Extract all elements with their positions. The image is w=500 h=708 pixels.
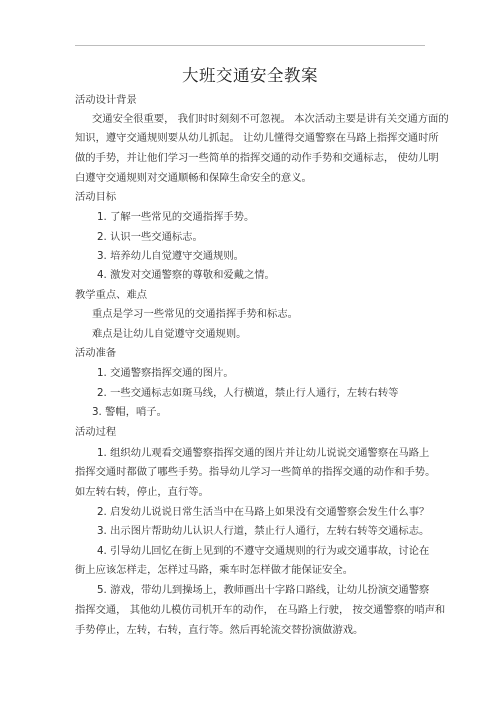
list-item: 3. 警帽，哨子。: [92, 406, 167, 418]
section-heading-design: 活动设计背景: [75, 94, 137, 106]
paragraph-line: 重点是学习一些常见的交通指挥手势和标志。: [92, 308, 298, 320]
paragraph-line: 指挥交通时都做了哪些手势。指导幼儿学习一些简单的指挥交通的动作和手势。: [75, 466, 436, 478]
list-item: 1. 交通警察指挥交通的图片。: [97, 367, 234, 379]
paragraph-line: 2. 启发幼儿说说日常生活当中在马路上如果没有交通警察会发生什么事？: [97, 506, 430, 518]
section-heading-goals: 活动目标: [75, 191, 117, 203]
paragraph-line: 1. 组织幼儿观看交通警察指挥交通的图片并让幼儿说说交通警察在马路上: [97, 447, 430, 459]
paragraph-line: 指挥交通， 其他幼儿模仿司机开车的动作， 在马路上行驶， 按交通警察的哨声和: [75, 604, 446, 616]
document-title: 大班交通安全教案: [182, 66, 318, 85]
section-heading-key-points: 教学重点、难点: [75, 289, 148, 301]
list-item: 1. 了解一些常见的交通指挥手势。: [97, 211, 255, 223]
paragraph-line: 做的手势，并让他们学习一些简单的指挥交通的动作手势和交通标志， 使幼儿明: [75, 152, 439, 164]
section-heading-process: 活动过程: [75, 426, 117, 438]
list-item: 4. 激发对交通警察的尊敬和爱戴之情。: [97, 269, 275, 281]
paragraph-line: 3. 出示图片帮助幼儿认识人行道，禁止行人通行，左转右转等交通标志。: [97, 525, 430, 537]
paragraph-line: 知识，遵守交通规则要从幼儿抓起。 让幼儿懂得交通警察在马路上指挥交通时所: [75, 132, 439, 144]
list-item: 3. 培养幼儿自觉遵守交通规则。: [97, 250, 244, 262]
paragraph-line: 白遵守交通规则对交通顺畅和保障生命安全的意义。: [75, 172, 312, 184]
section-heading-preparation: 活动准备: [75, 347, 117, 359]
paragraph-line: 街上应该怎样走，怎样过马路，乘车时怎样做才能保证安全。: [75, 564, 354, 576]
list-item: 2. 认识一些交通标志。: [97, 231, 203, 243]
paragraph-line: 难点是让幼儿自觉遵守交通规则。: [92, 328, 247, 340]
paragraph-line: 4. 引导幼儿回忆在街上见到的不遵守交通规则的行为或交通事故，讨论在: [97, 545, 430, 557]
header-rule: [75, 45, 425, 46]
list-item: 2. 一些交通标志如斑马线，人行横道，禁止行人通行，左转右转等: [97, 387, 399, 399]
paragraph-line: 如左转右转，停止，直行等。: [75, 486, 209, 498]
paragraph-line: 5. 游戏，带幼儿到操场上，教师画出十字路口路线，让幼儿扮演交通警察: [97, 584, 430, 596]
paragraph-line: 交通安全很重要， 我们时时刻刻不可忽视。 本次活动主要是讲有关交通方面的: [92, 113, 449, 125]
paragraph-line: 手势停止，左转，右转，直行等。然后再轮流交替扮演做游戏。: [75, 624, 364, 636]
